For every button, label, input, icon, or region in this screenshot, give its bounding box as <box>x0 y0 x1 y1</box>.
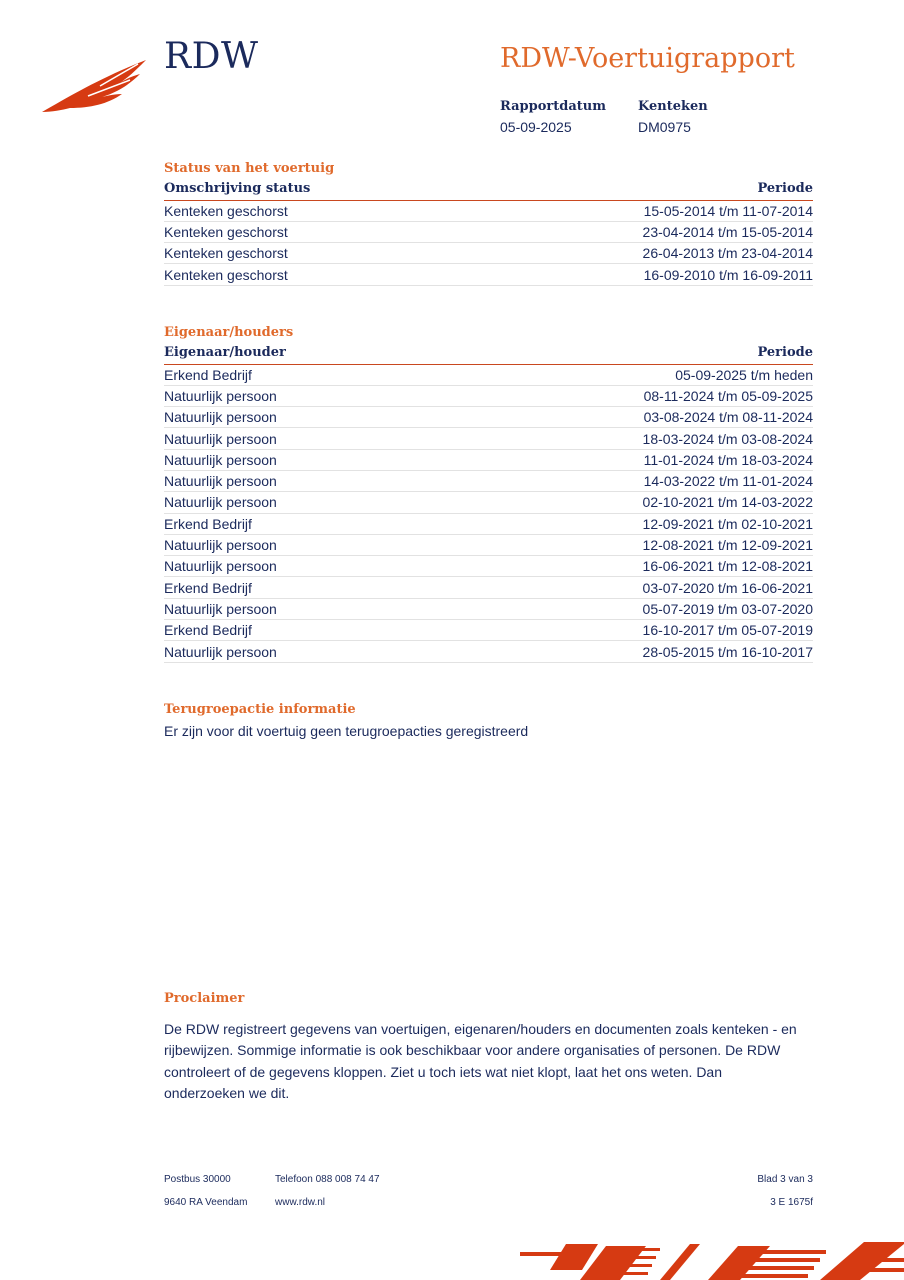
owner-type: Erkend Bedrijf <box>164 620 435 641</box>
status-period: 16-09-2010 t/m 16-09-2011 <box>464 264 813 285</box>
footer-phone: Telefoon 088 008 74 47 <box>275 1174 380 1185</box>
owners-table <box>164 343 813 663</box>
table-header-row <box>164 343 813 364</box>
table-row <box>164 577 813 598</box>
owner-type: Erkend Bedrijf <box>164 577 435 598</box>
status-table <box>164 179 813 286</box>
report-date-label: Rapportdatum <box>500 99 606 114</box>
table-row <box>164 264 813 285</box>
report-date-value: 05-09-2025 <box>500 119 572 135</box>
recall-info-text: Er zijn voor dit voertuig geen terugroepacties geregistreerd <box>164 723 529 739</box>
owner-type: Natuurlijk persoon <box>164 385 435 406</box>
footer-postbus: Postbus 30000 <box>164 1174 231 1185</box>
owner-period: 16-06-2021 t/m 12-08-2021 <box>435 556 813 577</box>
rdw-stripes-graphic-icon <box>520 1240 904 1280</box>
owner-type: Natuurlijk persoon <box>164 641 435 662</box>
owner-type: Erkend Bedrijf <box>164 364 435 385</box>
owner-period: 08-11-2024 t/m 05-09-2025 <box>435 385 813 406</box>
owner-period: 05-07-2019 t/m 03-07-2020 <box>435 598 813 619</box>
license-plate-label: Kenteken <box>638 99 708 114</box>
table-row <box>164 534 813 555</box>
table-row <box>164 598 813 619</box>
owner-type: Natuurlijk persoon <box>164 449 435 470</box>
table-row <box>164 513 813 534</box>
status-description: Kenteken geschorst <box>164 243 464 264</box>
status-description: Kenteken geschorst <box>164 221 464 242</box>
table-row <box>164 407 813 428</box>
owner-type: Natuurlijk persoon <box>164 556 435 577</box>
table-row <box>164 243 813 264</box>
owner-type: Natuurlijk persoon <box>164 598 435 619</box>
report-date-block <box>500 97 606 137</box>
table-row <box>164 492 813 513</box>
owners-section <box>164 323 813 663</box>
table-row <box>164 556 813 577</box>
owner-period: 14-03-2022 t/m 11-01-2024 <box>435 470 813 491</box>
column-header-period: Periode <box>435 343 813 364</box>
owner-period: 12-08-2021 t/m 12-09-2021 <box>435 534 813 555</box>
rdw-feather-logo-icon <box>40 56 150 116</box>
license-plate-block <box>638 97 708 137</box>
owner-period: 05-09-2025 t/m heden <box>435 364 813 385</box>
table-row <box>164 221 813 242</box>
footer-website: www.rdw.nl <box>275 1197 326 1208</box>
table-row <box>164 428 813 449</box>
table-row <box>164 364 813 385</box>
status-period: 26-04-2013 t/m 23-04-2014 <box>464 243 813 264</box>
owner-type: Natuurlijk persoon <box>164 470 435 491</box>
owner-period: 02-10-2021 t/m 14-03-2022 <box>435 492 813 513</box>
table-row <box>164 470 813 491</box>
table-row <box>164 200 813 221</box>
status-period: 15-05-2014 t/m 11-07-2014 <box>464 200 813 221</box>
owner-period: 28-05-2015 t/m 16-10-2017 <box>435 641 813 662</box>
report-title: RDW-Voertuigrapport <box>500 43 795 74</box>
status-description: Kenteken geschorst <box>164 200 464 221</box>
owner-type: Natuurlijk persoon <box>164 492 435 513</box>
proclaimer-text: De RDW registreert gegevens van voertuigen, eigenaren/houders en documenten zoals kenteken - en rijbewijzen. Sommige informatie is ook beschikbaar voor andere organisaties of personen. De RDW controleert of de gegevens kloppen. Ziet u toch iets wat niet klopt, laat het ons weten. Dan onderzoeken we dit. <box>164 1021 797 1101</box>
owner-period: 11-01-2024 t/m 18-03-2024 <box>435 449 813 470</box>
owner-type: Erkend Bedrijf <box>164 513 435 534</box>
column-header-owner: Eigenaar/houder <box>164 343 435 364</box>
footer-page-number: Blad 3 van 3 <box>757 1174 813 1185</box>
table-row <box>164 449 813 470</box>
recall-section <box>164 700 813 742</box>
footer-city: 9640 RA Veendam <box>164 1197 248 1208</box>
logo-text: RDW <box>164 36 259 77</box>
proclaimer-section <box>164 989 813 1104</box>
column-header-description: Omschrijving status <box>164 179 464 200</box>
owner-type: Natuurlijk persoon <box>164 407 435 428</box>
table-row <box>164 620 813 641</box>
section-title: Eigenaar/houders <box>164 325 294 340</box>
column-header-period: Periode <box>464 179 813 200</box>
footer-document-code: 3 E 1675f <box>770 1197 813 1208</box>
table-row <box>164 641 813 662</box>
license-plate-value: DM0975 <box>638 119 691 135</box>
owner-type: Natuurlijk persoon <box>164 534 435 555</box>
section-title: Proclaimer <box>164 991 245 1006</box>
section-title: Status van het voertuig <box>164 161 335 176</box>
owner-period: 03-08-2024 t/m 08-11-2024 <box>435 407 813 428</box>
owner-period: 03-07-2020 t/m 16-06-2021 <box>435 577 813 598</box>
status-period: 23-04-2014 t/m 15-05-2014 <box>464 221 813 242</box>
table-row <box>164 385 813 406</box>
status-description: Kenteken geschorst <box>164 264 464 285</box>
owner-type: Natuurlijk persoon <box>164 428 435 449</box>
table-header-row <box>164 179 813 200</box>
section-title: Terugroepactie informatie <box>164 702 356 717</box>
owner-period: 18-03-2024 t/m 03-08-2024 <box>435 428 813 449</box>
owner-period: 16-10-2017 t/m 05-07-2019 <box>435 620 813 641</box>
owner-period: 12-09-2021 t/m 02-10-2021 <box>435 513 813 534</box>
vehicle-status-section <box>164 159 813 286</box>
